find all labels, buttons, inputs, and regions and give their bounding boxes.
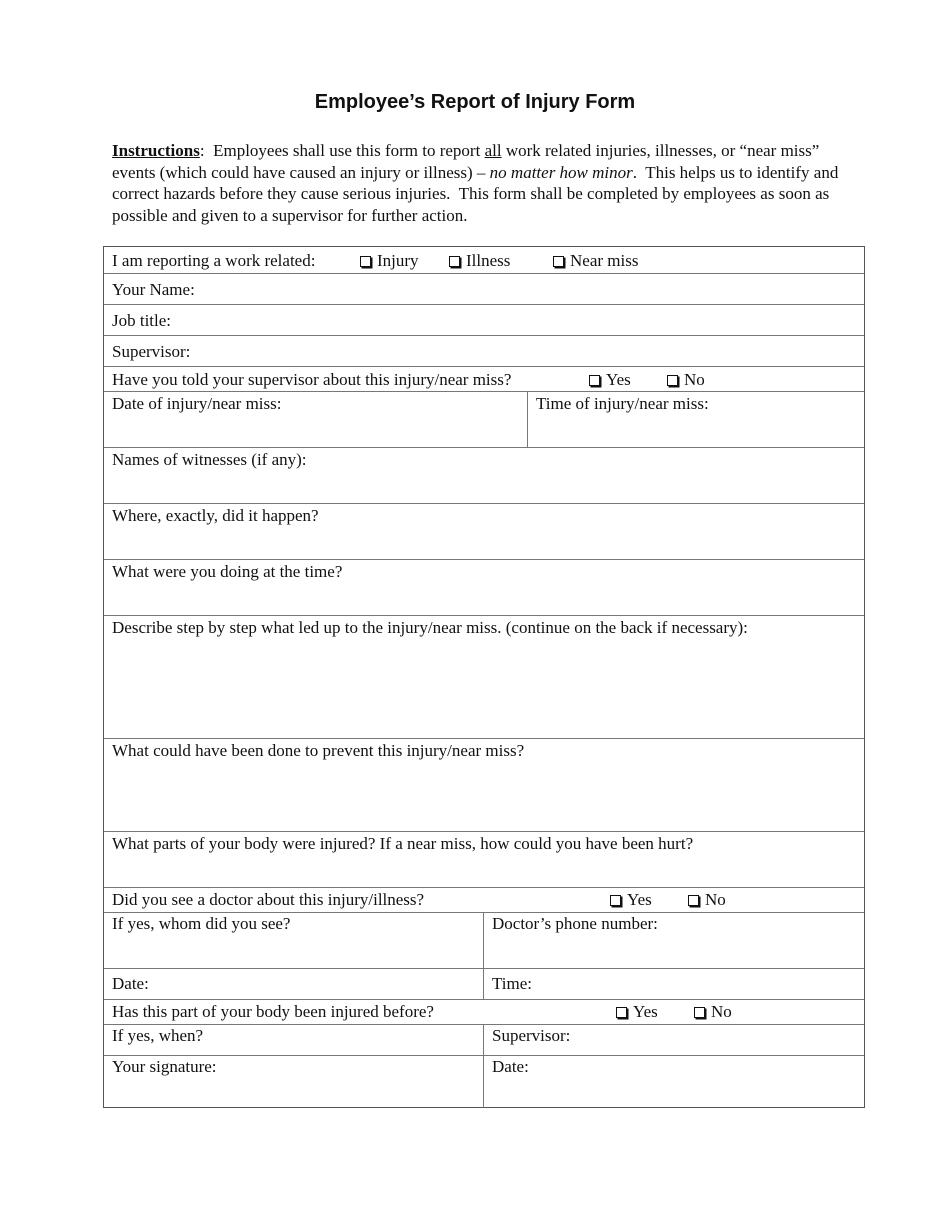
instructions-underlined: all — [484, 141, 502, 160]
instructions-italic: no matter how minor — [489, 162, 633, 182]
date-of-injury-field[interactable] — [104, 392, 527, 447]
checkbox-icon — [553, 256, 564, 267]
doing-field[interactable] — [104, 559, 864, 615]
signature-date-label: Date: — [492, 1057, 529, 1076]
reporting-type-label: I am reporting a work related: — [112, 251, 316, 270]
doing-label: What were you doing at the time? — [112, 562, 343, 581]
doctor-phone-label: Doctor’s phone number: — [492, 914, 658, 933]
row-date-time — [104, 391, 864, 447]
row-date-time-2 — [104, 968, 864, 999]
supervisor-2-label: Supervisor: — [492, 1026, 571, 1045]
injured-before-label: Has this part of your body been injured before? — [112, 1002, 434, 1021]
date-of-injury-label: Date of injury/near miss: — [112, 394, 282, 413]
prevent-field[interactable] — [104, 738, 864, 831]
checkbox-icon — [667, 375, 678, 386]
your-name-field[interactable] — [104, 273, 864, 304]
told-supervisor-label: Have you told your supervisor about this injury/near miss? — [112, 370, 512, 389]
whom-field[interactable] — [104, 913, 483, 968]
signature-field[interactable] — [104, 1056, 483, 1108]
signature-label: Your signature: — [112, 1057, 217, 1076]
job-title-label: Job title: — [112, 311, 172, 330]
when-label: If yes, when? — [112, 1026, 204, 1045]
checkbox-injury-label: Injury — [377, 251, 419, 270]
checkbox-icon — [360, 256, 371, 267]
doctor-phone-field[interactable] — [483, 913, 864, 968]
instructions-colon: : — [199, 141, 205, 160]
checkbox-icon — [589, 375, 600, 386]
form-title: Employee’s Report of Injury Form — [314, 91, 636, 113]
checkbox-icon — [616, 1007, 627, 1018]
doctor-time-field[interactable] — [483, 969, 864, 999]
body-parts-field[interactable] — [104, 831, 864, 887]
whom-label: If yes, whom did you see? — [112, 914, 291, 933]
row-told-supervisor — [104, 366, 864, 391]
checkbox-doctor-yes-label: Yes — [627, 890, 652, 909]
where-label: Where, exactly, did it happen? — [112, 506, 319, 525]
doctor-question-label: Did you see a doctor about this injury/illness? — [112, 890, 425, 909]
checkbox-doctor-no-label: No — [705, 890, 726, 909]
instructions-text-1: Employees shall use this form to report — [204, 141, 485, 160]
injury-form-table — [103, 246, 865, 1108]
supervisor-2-field[interactable] — [483, 1025, 864, 1055]
time-of-injury-field[interactable] — [527, 392, 864, 447]
where-field[interactable] — [104, 503, 864, 559]
doctor-time-label: Time: — [492, 974, 533, 993]
supervisor-field[interactable] — [104, 335, 864, 366]
body-parts-label: What parts of your body were injured? If a near miss, how could you have been hurt? — [112, 834, 694, 853]
checkbox-injury[interactable] — [360, 250, 419, 272]
checkbox-icon — [449, 256, 460, 267]
instructions-paragraph — [112, 140, 847, 226]
instructions-text-3: . This helps us to identify and correct hazards before they cause serious injuries. This form shall be completed by employees as soon as possible and given to a supervisor for further action. — [112, 162, 843, 225]
checkbox-told-yes[interactable] — [589, 369, 631, 391]
checkbox-icon — [688, 895, 699, 906]
checkbox-icon — [610, 895, 621, 906]
row-when-supervisor — [104, 1024, 864, 1055]
row-whom-phone — [104, 912, 864, 968]
checkbox-told-no-label: No — [684, 370, 705, 389]
checkbox-illness-label: Illness — [466, 251, 511, 270]
checkbox-before-no[interactable] — [694, 1001, 732, 1023]
witnesses-label: Names of witnesses (if any): — [112, 450, 307, 469]
checkbox-told-no[interactable] — [667, 369, 705, 391]
checkbox-before-yes-label: Yes — [633, 1002, 658, 1021]
checkbox-near-miss-label: Near miss — [570, 251, 639, 270]
witnesses-field[interactable] — [104, 447, 864, 503]
describe-label: Describe step by step what led up to the injury/near miss. (continue on the back if necessary): — [112, 618, 748, 637]
describe-field[interactable] — [104, 615, 864, 738]
row-injured-before — [104, 999, 864, 1024]
checkbox-doctor-no[interactable] — [688, 889, 726, 911]
time-of-injury-label: Time of injury/near miss: — [536, 394, 709, 413]
row-doctor — [104, 887, 864, 912]
instructions-lead: Instructions — [112, 141, 200, 160]
when-field[interactable] — [104, 1025, 483, 1055]
your-name-label: Your Name: — [112, 280, 195, 299]
row-signature-date — [104, 1055, 864, 1108]
signature-date-field[interactable] — [483, 1056, 864, 1108]
job-title-field[interactable] — [104, 304, 864, 335]
checkbox-doctor-yes[interactable] — [610, 889, 652, 911]
supervisor-label: Supervisor: — [112, 342, 191, 361]
doctor-date-label: Date: — [112, 974, 149, 993]
checkbox-told-yes-label: Yes — [606, 370, 631, 389]
checkbox-before-yes[interactable] — [616, 1001, 658, 1023]
prevent-label: What could have been done to prevent this injury/near miss? — [112, 741, 525, 760]
checkbox-icon — [694, 1007, 705, 1018]
checkbox-illness[interactable] — [449, 250, 510, 272]
checkbox-before-no-label: No — [711, 1002, 732, 1021]
checkbox-near-miss[interactable] — [553, 250, 638, 272]
instructions-text-2: work related injuries, illnesses, or “near miss” events (which could have caused an injury or illness) – — [112, 141, 820, 182]
doctor-date-field[interactable] — [104, 969, 483, 999]
row-reporting-type — [104, 247, 864, 273]
